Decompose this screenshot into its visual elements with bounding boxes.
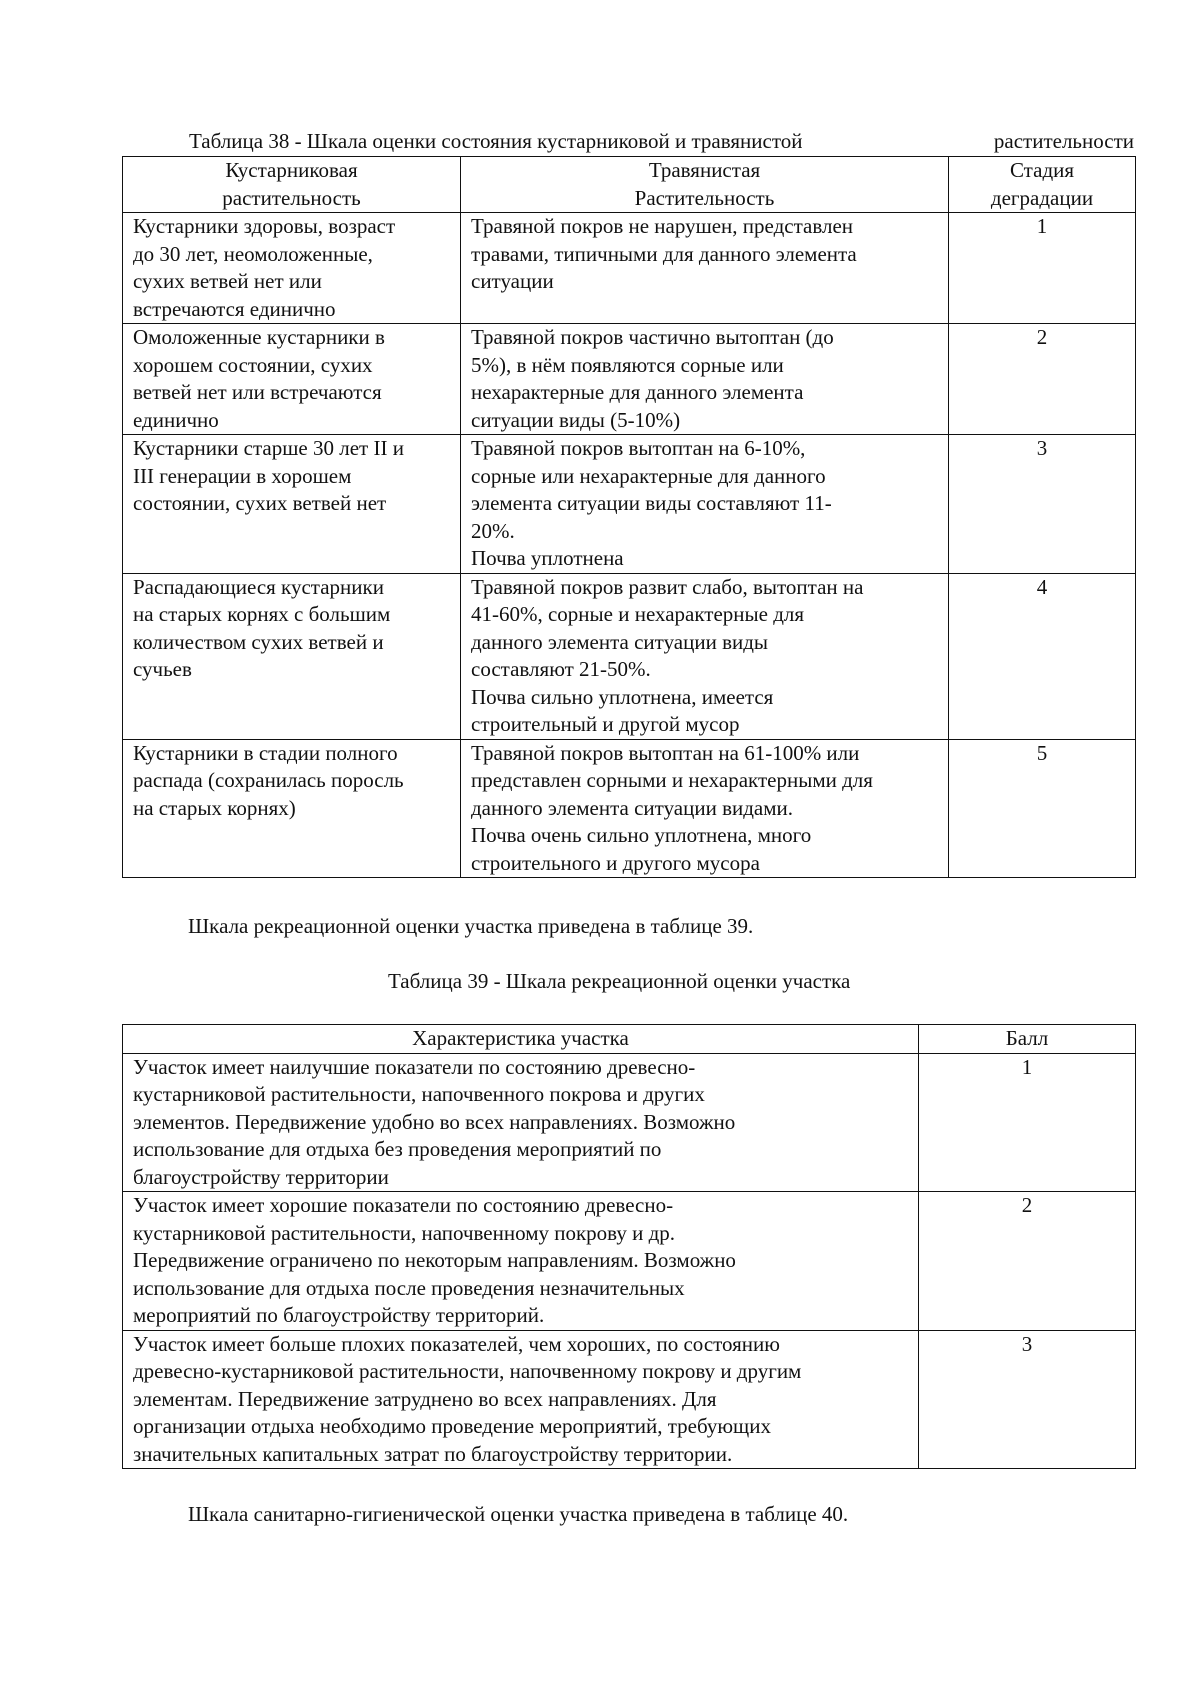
table-row <box>123 573 1136 739</box>
description-cell: Участок имеет хорошие показатели по состоянию древесно- кустарниковой растительности, напочвенному покрову и др. Передвижение ограничено по некоторым направлениям. Возможно использование для отдыха после проведения незначительных мероприятий по благоустройству территорий. <box>123 1192 919 1331</box>
table-row <box>123 1330 1136 1469</box>
shrub-cell: Кустарники старше 30 лет II и III генерации в хорошем состоянии, сухих ветвей нет <box>123 435 461 574</box>
stage-cell: 3 <box>949 435 1136 574</box>
grass-cell: Травяной покров частично вытоптан (до 5%), в нём появляются сорные или нехарактерные для данного элемента ситуации виды (5-10%) <box>461 324 949 435</box>
table-header-row <box>123 157 1136 213</box>
table-row <box>123 435 1136 574</box>
column-header-score: Балл <box>919 1025 1136 1054</box>
table-header-row <box>123 1025 1136 1054</box>
grass-cell: Травяной покров развит слабо, вытоптан на 41-60%, сорные и нехарактерные для данного элемента ситуации виды составляют 21-50%. Почва сильно уплотнена, имеется строительный и другой мусор <box>461 573 949 739</box>
table-39 <box>122 1024 1136 1469</box>
description-cell: Участок имеет наилучшие показатели по состоянию древесно- кустарниковой растительности, напочвенного покрова и других элементов. Передвижение удобно во всех направлениях. Возможно использование для отдыха без проведения мероприятий по благоустройству территории <box>123 1053 919 1192</box>
grass-cell: Травяной покров не нарушен, представлен травами, типичными для данного элемента ситуации <box>461 213 949 324</box>
score-cell: 1 <box>919 1053 1136 1192</box>
description-cell: Участок имеет больше плохих показателей, чем хороших, по состоянию древесно-кустарниковой растительности, напочвенному покрову и другим элементам. Передвижение затруднено во всех направлениях. Для организации отдыха необходимо проведение мероприятий, требующих значительных капитальных затрат по благоустройству территории. <box>123 1330 919 1469</box>
paragraph-table-39-reference: Шкала рекреационной оценки участка приведена в таблице 39. <box>188 914 754 938</box>
table-row <box>123 739 1136 878</box>
column-header-stage: Стадия деградации <box>949 157 1136 213</box>
table-row <box>123 1192 1136 1331</box>
stage-cell: 4 <box>949 573 1136 739</box>
table-row <box>123 213 1136 324</box>
stage-cell: 5 <box>949 739 1136 878</box>
shrub-cell: Кустарники в стадии полного распада (сохранилась поросль на старых корнях) <box>123 739 461 878</box>
table-38-caption-tail: растительности <box>993 129 1134 153</box>
table-row <box>123 1053 1136 1192</box>
shrub-cell: Кустарники здоровы, возраст до 30 лет, неомоложенные, сухих ветвей нет или встречаются единично <box>123 213 461 324</box>
shrub-cell: Распадающиеся кустарники на старых корнях с большим количеством сухих ветвей и сучьев <box>123 573 461 739</box>
shrub-cell: Омоложенные кустарники в хорошем состоянии, сухих ветвей нет или встречаются единично <box>123 324 461 435</box>
column-header-shrub: Кустарниковая растительность <box>123 157 461 213</box>
score-cell: 3 <box>919 1330 1136 1469</box>
column-header-characteristic: Характеристика участка <box>123 1025 919 1054</box>
grass-cell: Травяной покров вытоптан на 6-10%, сорные или нехарактерные для данного элемента ситуации виды составляют 11- 20%. Почва уплотнена <box>461 435 949 574</box>
paragraph-table-40-reference: Шкала санитарно-гигиенической оценки участка приведена в таблице 40. <box>188 1502 849 1526</box>
table-38 <box>122 156 1136 878</box>
table-39-caption: Таблица 39 - Шкала рекреационной оценки участка <box>388 969 851 993</box>
table-38-caption-text: Таблица 38 - Шкала оценки состояния кустарниковой и травянистой <box>189 129 803 153</box>
grass-cell: Травяной покров вытоптан на 61-100% или представлен сорными и нехарактерными для данного элемента ситуации видами. Почва очень сильно уплотнена, много строительного и другого мусора <box>461 739 949 878</box>
table-38-caption <box>122 128 1134 156</box>
column-header-grass: Травянистая Растительность <box>461 157 949 213</box>
table-row <box>123 324 1136 435</box>
stage-cell: 2 <box>949 324 1136 435</box>
stage-cell: 1 <box>949 213 1136 324</box>
score-cell: 2 <box>919 1192 1136 1331</box>
